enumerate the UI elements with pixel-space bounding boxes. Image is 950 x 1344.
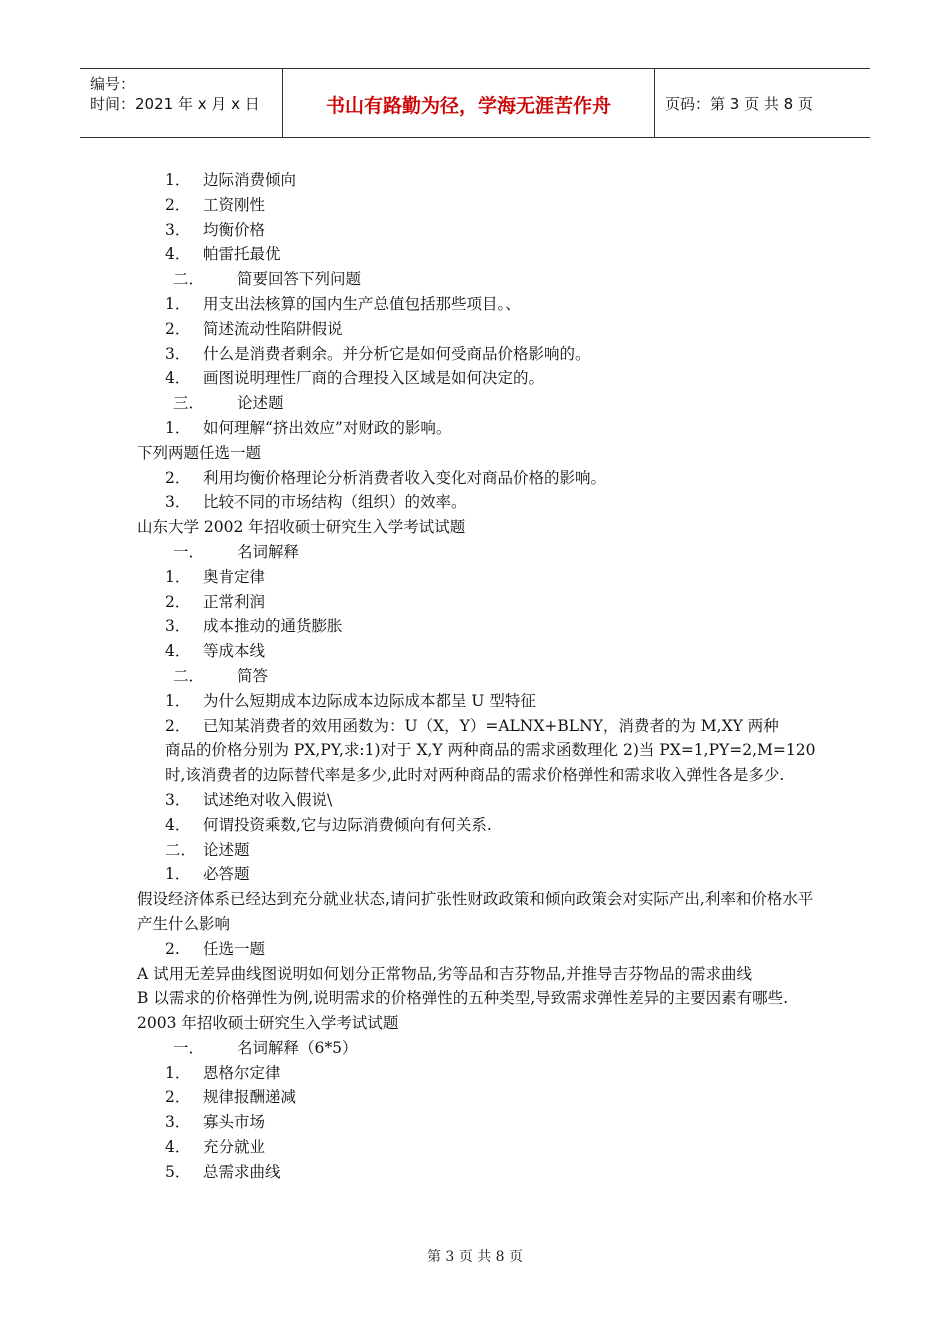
section-title: 简答 [237,666,269,685]
item-number: 2． [165,468,191,487]
list-item [137,1160,817,1185]
item-text: 试述绝对收入假说\ [203,790,333,809]
list-item [137,317,817,342]
item-number: 1． [165,418,191,437]
list-item [137,639,817,664]
list-item [137,366,817,391]
item-number: 3． [165,493,191,512]
section-title: 名词解释（6*5） [237,1038,358,1057]
list-item [137,1085,817,1110]
section-number: 三． [173,394,205,413]
section-number: 一． [173,542,205,561]
item-text: 边际消费倾向 [203,171,297,189]
item-number: 4． [165,815,191,834]
header-page-cell [655,69,869,137]
item-text: 正常利润 [203,592,266,611]
section-number: 一． [173,1038,205,1057]
item-text: 简述流动性陷阱假说 [203,319,343,338]
list-item [137,416,817,441]
section-heading [137,540,817,565]
item-number: 1． [165,691,191,710]
item-text: 总需求曲线 [203,1162,281,1181]
list-item [137,689,817,714]
item-text: 帕雷托最优 [203,245,281,264]
section-heading [137,391,817,416]
item-text: 已知某消费者的效用函数为：U（X，Y）=ALNX+BLNY，消费者的为 M,XY 两种 [203,716,779,735]
list-item [137,590,817,615]
page-footer: 第 3 页 共 8 页 [426,1249,524,1265]
item-text: 什么是消费者剩余。并分析它是如何受商品价格影响的。 [203,344,591,363]
item-number: 3． [165,617,191,636]
list-item [137,218,817,243]
item-text: 工资刚性 [203,195,266,214]
list-item [137,937,817,962]
note-line: 下列两题任选一题 [137,443,262,462]
item-text: 规律报酬递减 [203,1088,297,1107]
question-paragraph: 假设经济体系已经达到充分就业状态,请问扩张性财政政策和倾向政策会对实际产出,利率和价格水平产生什么影响 [137,890,814,933]
list-item [137,813,817,838]
item-number: 2． [165,592,191,611]
option-b: B 以需求的价格弹性为例,说明需求的价格弹性的五种类型,导致需求弹性差异的主要因素有哪些. [137,989,789,1008]
section-title: 简要回答下列问题 [237,270,362,289]
item-text: 如何理解“挤出效应”对财政的影响。 [203,418,452,437]
header-page-code: 页码：第 3 页 共 8 页 [665,95,813,113]
item-number: 1． [165,294,191,313]
section-title: 论述题 [237,394,284,413]
item-text: 何谓投资乘数,它与边际消费倾向有何关系. [203,815,492,834]
document-time-label: 时间：2021 年 x 月 x 日 [90,95,260,113]
item-text: 比较不同的市场结构（组织）的效率。 [203,493,467,512]
list-item [137,1110,817,1135]
list-item [137,565,817,590]
item-text: 用支出法核算的国内生产总值包括那些项目。、 [203,294,521,313]
page-header [80,68,870,138]
item-number: 3． [165,344,191,363]
item-text: 任选一题 [203,939,266,958]
item-text: 利用均衡价格理论分析消费者收入变化对商品价格的影响。 [203,468,607,487]
item-number: 1． [165,171,191,189]
item-number: 1． [165,567,191,586]
item-number: 4． [165,369,191,388]
list-item [137,193,817,218]
list-item [137,1135,817,1160]
list-item [137,1061,817,1086]
list-item [137,242,817,267]
item-number: 2． [165,1088,191,1107]
item-text: 等成本线 [203,642,266,661]
item-number: 1． [165,865,191,884]
item-number: 4． [165,1138,191,1157]
list-item [137,862,817,887]
header-motto-cell [283,69,655,137]
item-text: 恩格尔定律 [203,1063,281,1082]
exam-title: 山东大学 2002 年招收硕士研究生入学考试试题 [137,518,466,537]
list-item [137,614,817,639]
header-motto: 书山有路勤为径，学海无涯苦作舟 [325,95,611,117]
section-heading [137,267,817,292]
item-text: 奥肯定律 [203,567,266,586]
section-title: 论述题 [203,840,250,859]
item-number: 5． [165,1162,191,1181]
option-a: A 试用无差异曲线图说明如何划分正常物品,劣等品和吉芬物品,并推导吉芬物品的需求曲线 [137,964,752,983]
item-text: 必答题 [203,865,250,884]
item-text: 充分就业 [203,1138,266,1157]
item-number: 2． [165,195,191,214]
item-number: 2． [165,319,191,338]
item-number: 3． [165,790,191,809]
document-body [137,168,817,1185]
section-number: 二． [173,666,205,685]
list-item [137,466,817,491]
section-heading [137,838,817,863]
item-text: 成本推动的通货膨胀 [203,617,343,636]
item-text: 均衡价格 [203,220,266,239]
item-text: 画图说明理性厂商的合理投入区域是如何决定的。 [203,369,545,388]
exam-title: 2003 年招收硕士研究生入学考试试题 [137,1014,399,1033]
list-item [137,714,817,739]
item-number: 3． [165,1113,191,1132]
item-number: 1． [165,1063,191,1082]
list-item [137,342,817,367]
item-continuation: 商品的价格分别为 PX,PY,求:1)对于 X,Y 两种商品的需求函数理化 2)当 PX=1,PY=2,M=120 时,该消费者的边际替代率是多少,此时对两种商品的需求价格弹性和需求收入弹性各是多少. [165,741,816,785]
section-title: 名词解释 [237,542,300,561]
item-number: 2. [165,939,180,958]
item-text: 寡头市场 [203,1113,266,1132]
section-heading [137,664,817,689]
item-number: 3． [165,220,191,239]
item-number: 4． [165,642,191,661]
list-item [137,168,817,193]
list-item [137,490,817,515]
section-heading [137,1036,817,1061]
item-number: 4． [165,245,191,264]
section-number: 二． [165,840,197,859]
header-left-cell [80,69,283,137]
document-code-label: 编号： [90,75,136,93]
list-item [137,788,817,813]
item-number: 2． [165,716,191,735]
item-text: 为什么短期成本边际成本边际成本都呈 U 型特征 [203,691,536,710]
section-number: 二． [173,270,205,289]
list-item [137,292,817,317]
